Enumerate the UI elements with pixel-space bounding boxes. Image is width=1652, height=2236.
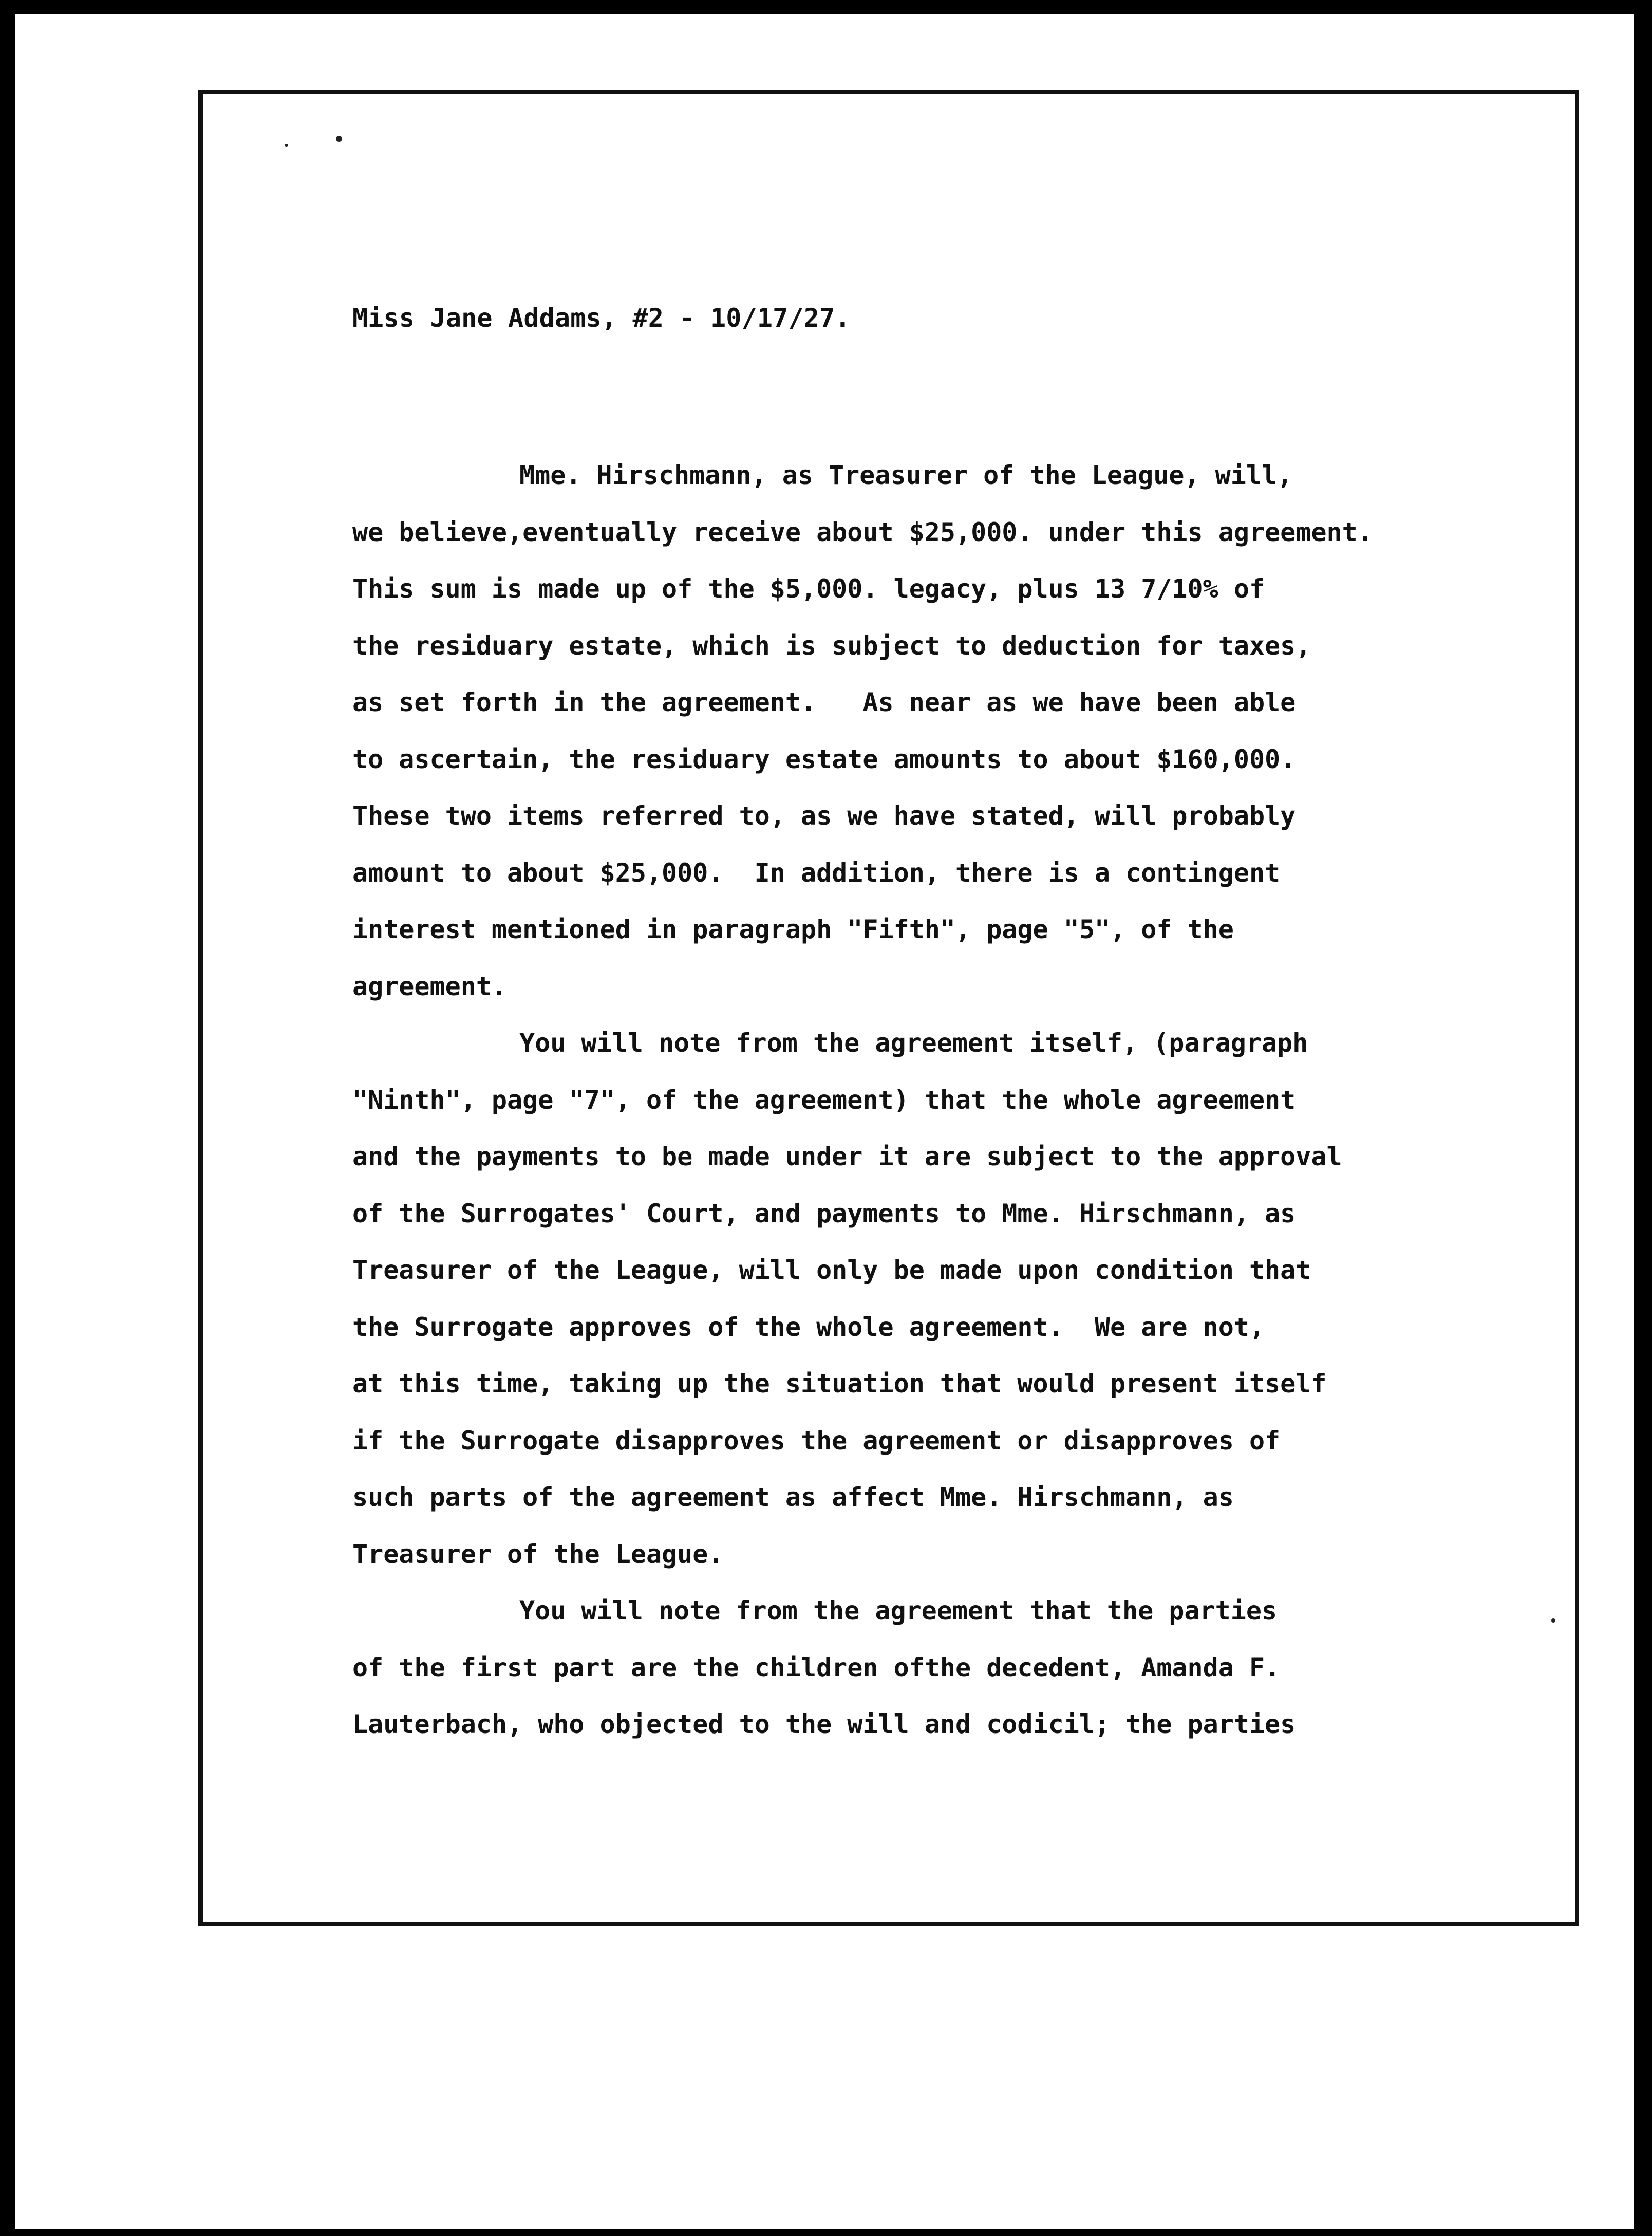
text-line: You will note from the agreement that the parties [519,1596,1278,1626]
text-line: of the first part are the children ofthe decedent, Amanda F. [352,1652,1281,1683]
text-line: the residuary estate, which is subject to deduction for taxes, [352,630,1311,661]
scan-speck [285,144,288,147]
text-line: You will note from the agreement itself, (paragraph [519,1028,1308,1058]
text-line: Lauterbach, who objected to the will and codicil; the parties [352,1709,1296,1739]
scan-speck [336,136,342,142]
text-line: and the payments to be made under it are subject to the approval [352,1142,1342,1171]
text-line: if the Surrogate disapproves the agreement or disapproves of [352,1425,1281,1456]
scan-speck [1551,1618,1555,1623]
text-line: agreement. [352,971,508,1001]
text-line: at this time, taking up the situation that would present itself [352,1369,1327,1399]
text-line: "Ninth", page "7", of the agreement) that the whole agreement [352,1085,1296,1115]
scan-top-edge [0,0,1652,3]
text-line: to ascertain, the residuary estate amounts to about $160,000. [352,744,1296,774]
text-line: Mme. Hirschmann, as Treasurer of the League, will, [519,460,1293,490]
text-line: the Surrogate approves of the whole agreement. We are not, [352,1312,1265,1342]
text-line: amount to about $25,000. In addition, there is a contingent [352,858,1281,888]
text-line: as set forth in the agreement. As near as we have been able [352,687,1296,717]
text-line: we believe,eventually receive about $25,000. under this agreement. [352,517,1373,547]
letter-body [352,447,1373,1753]
text-line: These two items referred to, as we have stated, will probably [352,801,1296,831]
text-line: interest mentioned in paragraph "Fifth", page "5", of the [352,915,1234,944]
text-line: Treasurer of the League, will only be made upon condition that [352,1255,1311,1285]
text-line: This sum is made up of the $5,000. legacy, plus 13 7/10% of [352,574,1265,604]
text-line: such parts of the agreement as affect Mme. Hirschmann, as [352,1482,1234,1512]
letter-heading: Miss Jane Addams, #2 - 10/17/27. [352,303,851,333]
text-line: Treasurer of the League. [352,1539,724,1569]
text-line: of the Surrogates' Court, and payments to Mme. Hirschmann, as [352,1198,1296,1228]
